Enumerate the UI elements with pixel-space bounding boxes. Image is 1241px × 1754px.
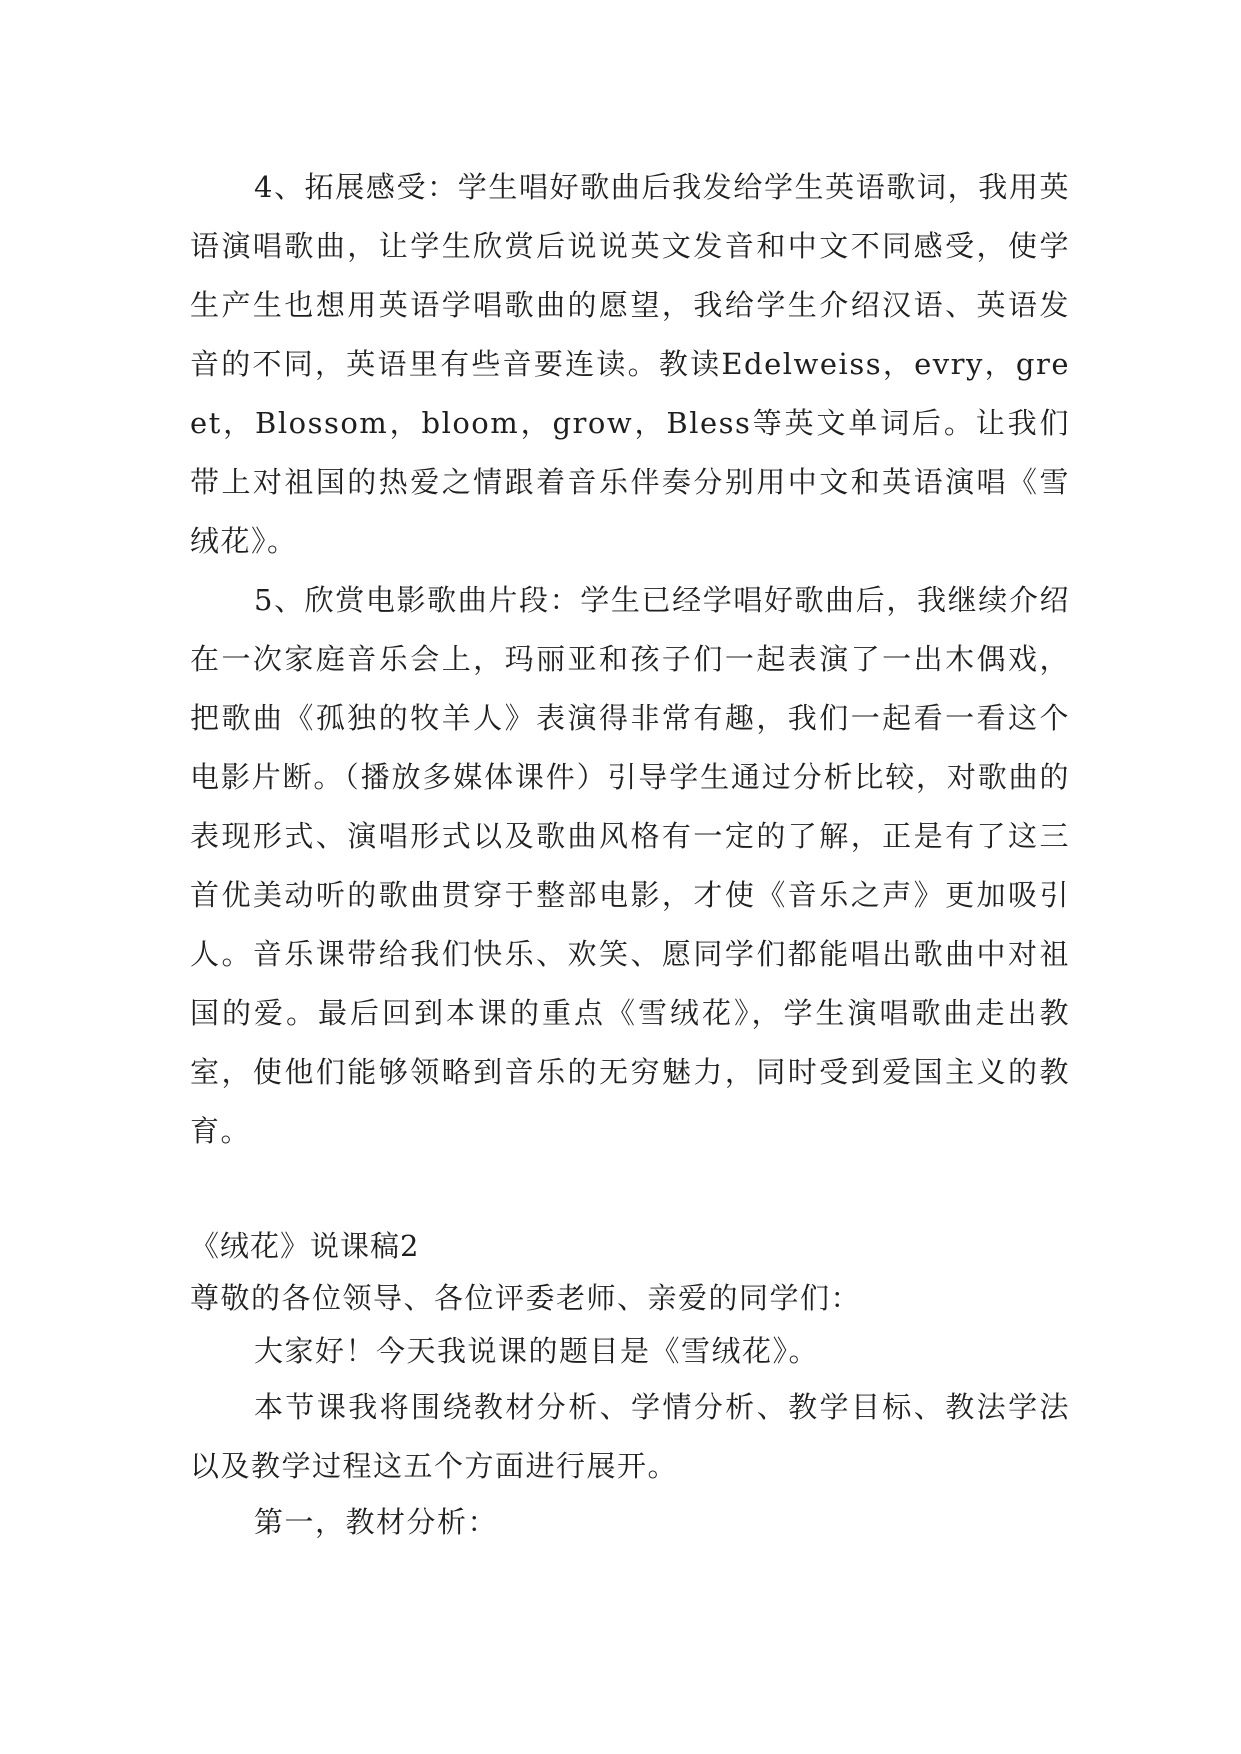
first-point-heading: 第一，教材分析：	[254, 1505, 499, 1539]
section-title: 《绒花》说课稿2	[190, 1229, 420, 1263]
intro-paragraph: 本节课我将围绕教材分析、学情分析、教学目标、教法学法以及教学过程这五个方面进行展开。	[190, 1390, 1070, 1483]
salutation: 尊敬的各位领导、各位评委老师、亲爱的同学们：	[190, 1281, 862, 1315]
greeting-paragraph: 大家好！今天我说课的题目是《雪绒花》。	[254, 1334, 820, 1368]
document-page	[190, 0, 1070, 1754]
paragraph-film-song-appreciation: 5、欣赏电影歌曲片段：学生已经学唱好歌曲后，我继续介绍在一次家庭音乐会上，玛丽亚和孩子们一起表演了一出木偶戏，把歌曲《孤独的牧羊人》表演得非常有趣，我们一起看一看这个电影片断。（播放多媒体课件）引导学生通过分析比较，对歌曲的表现形式、演唱形式以及歌曲风格有一定的了解，正是有了这三首优美动听的歌曲贯穿于整部电影，才使《音乐之声》更加吸引人。音乐课带给我们快乐、欢笑、愿同学们都能唱出歌曲中对祖国的爱。最后回到本课的重点《雪绒花》，学生演唱歌曲走出教室，使他们能够领略到音乐的无穷魅力，同时受到爱国主义的教育。	[190, 583, 1070, 1148]
paragraph-extension-feeling: 4、拓展感受：学生唱好歌曲后我发给学生英语歌词，我用英语演唱歌曲，让学生欣赏后说说英文发音和中文不同感受，使学生产生也想用英语学唱歌曲的愿望，我给学生介绍汉语、英语发音的不同，英语里有些音要连读。教读Edelweiss，evry，greet，Blossom，bloom，grow，Bless等英文单词后。让我们带上对祖国的热爱之情跟着音乐伴奏分别用中文和英语演唱《雪绒花》。	[190, 170, 1070, 558]
